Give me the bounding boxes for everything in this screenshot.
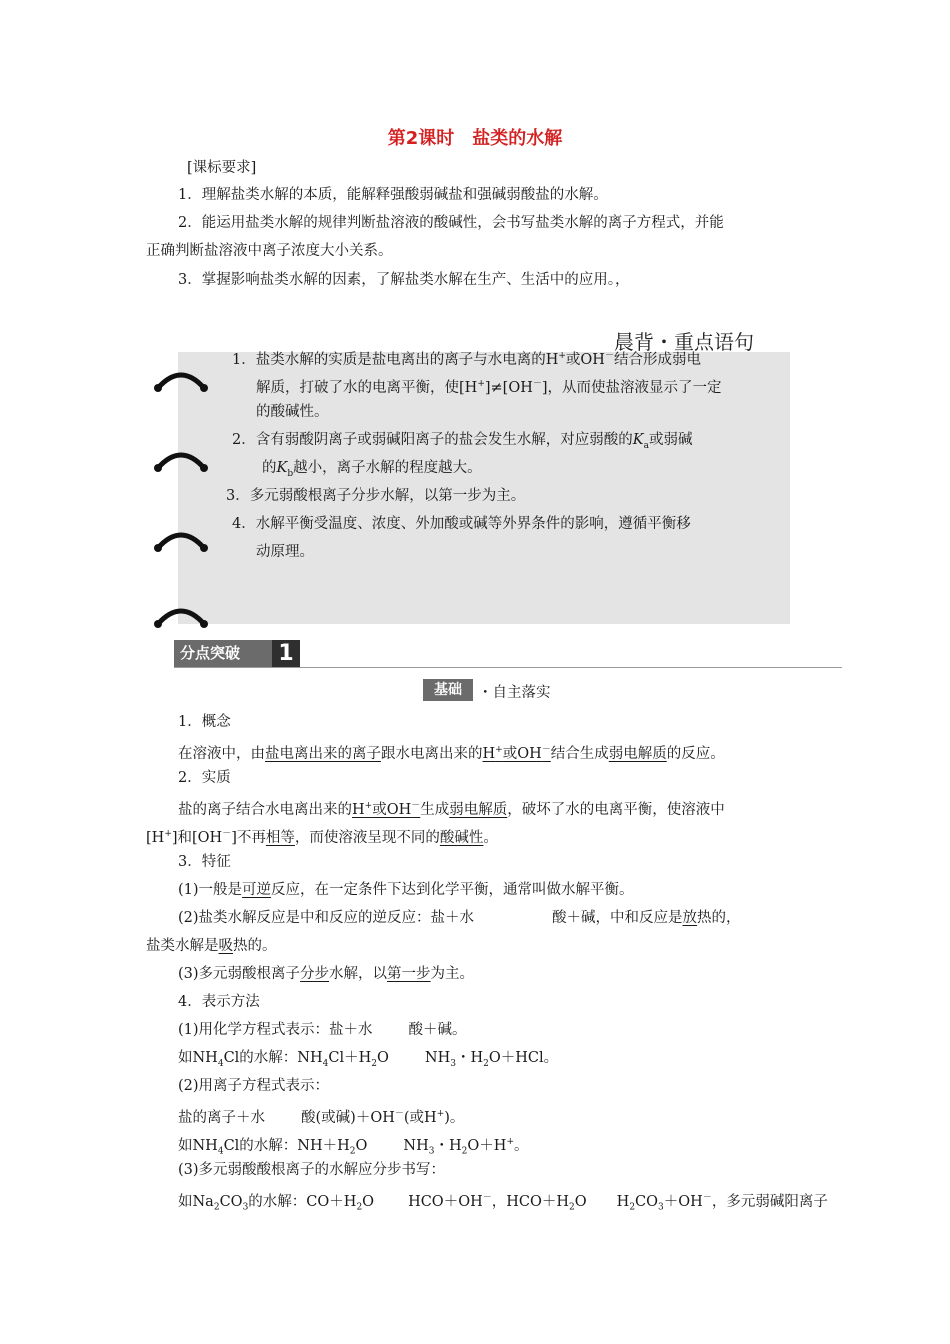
key-point-1-end: 的酸碱性。 — [256, 404, 329, 420]
s3-item-2-cont: 盐类水解是吸热的。 — [146, 938, 277, 954]
s3-item-1: (1)一般是可逆反应，在一定条件下达到化学平衡，通常叫做水解平衡。 — [178, 882, 634, 898]
binder-ring-icon — [152, 600, 210, 630]
binder-ring-icon — [152, 524, 210, 554]
s3-heading: 3．特征 — [178, 854, 231, 870]
s4-example-3: 如$Na_2CO_3$的水解：$CO+H_2O$ HCO＋OH－，$HCO+H_2O$ $H_2CO_3+OH^-$，多元弱碱阳离子 — [178, 1193, 828, 1213]
standards-item-2: 2．能运用盐类水解的规律判断盐溶液的酸碱性，会书写盐类水解的离子方程式，并能 — [178, 215, 724, 231]
standards-item-1: 1．理解盐类水解的本质，能解释强酸弱碱盐和强碱弱酸盐的水解。 — [178, 187, 608, 203]
standards-label: [课标要求] — [187, 160, 257, 176]
key-point-2: 2．含有弱酸阴离子或弱碱阳离子的盐会发生水解，对应弱酸的$K_a$或弱碱 — [232, 432, 693, 451]
s3-item-3: (3)多元弱酸根离子分步水解，以第一步为主。 — [178, 966, 475, 982]
s4-example-2: 如$NH_4Cl$的水解：$NH+H_2O$ $NH_3$・$H_2O+H^+$。 — [178, 1137, 529, 1157]
s4-example-1: 如$NH_4Cl$的水解：$NH_4Cl+H_2O$ $NH_3$・$H_2O+HCl$。 — [178, 1050, 559, 1069]
binder-ring-icon — [152, 364, 210, 394]
key-point-3: 3．多元弱酸根离子分步水解，以第一步为主。 — [226, 488, 526, 504]
s1-heading: 1．概念 — [178, 714, 231, 730]
standards-item-3: 3．掌握影响盐类水解的因素，了解盐类水解在生产、生活中的应用。， — [178, 272, 630, 288]
page-title: 第2课时 盐类的水解 — [387, 128, 563, 149]
key-point-2-cont: 的$K_b$越小，离子水解的程度越大。 — [262, 460, 482, 479]
s2-text: 盐的离子结合水电离出来的H+或OH－生成弱电解质，破坏了水的电离平衡，使溶液中 — [178, 801, 725, 818]
section-tag-number: 1 — [272, 640, 300, 667]
s4-item-2-formula: 盐的离子＋水 酸(或碱)＋OH－(或H+)。 — [178, 1109, 465, 1126]
section-tag: 分点突破 1 — [174, 640, 300, 667]
key-point-1-cont: 解质，打破了水的电离平衡，使[H+]≠[OH－]，从而使盐溶液显示了一定 — [256, 379, 722, 396]
s4-heading: 4．表示方法 — [178, 994, 260, 1010]
standards-item-2-cont: 正确判断盐溶液中离子浓度大小关系。 — [146, 243, 393, 259]
key-point-1: 1．盐类水解的实质是盐电离出的离子与水电离的H+或OH－结合形成弱电 — [232, 351, 701, 368]
s4-item-1: (1)用化学方程式表示：盐＋水 酸＋碱。 — [178, 1022, 467, 1038]
s2-heading: 2．实质 — [178, 770, 231, 786]
binder-ring-icon — [152, 444, 210, 474]
key-point-4: 4．水解平衡受温度、浓度、外加酸或碱等外界条件的影响，遵循平衡移 — [232, 516, 691, 532]
s4-item-3: (3)多元弱酸酸根离子的水解应分步书写： — [178, 1162, 446, 1178]
key-points-heading: 晨背・重点语句 — [614, 330, 754, 354]
section-divider — [174, 667, 842, 668]
s4-item-2: (2)用离子方程式表示： — [178, 1078, 330, 1094]
key-point-4-cont: 动原理。 — [256, 544, 314, 560]
base-subtitle: ・自主落实 — [478, 685, 551, 701]
s3-item-2: (2)盐类水解反应是中和反应的逆反应：盐＋水 酸＋碱，中和反应是放热的， — [178, 910, 741, 926]
base-badge: 基础 — [423, 679, 473, 701]
s1-text: 在溶液中，由盐电离出来的离子跟水电离出来的H+或OH－结合生成弱电解质的反应。 — [178, 745, 725, 762]
s2-text-cont: [H+]和[OH－]不再相等，而使溶液呈现不同的酸碱性。 — [146, 829, 498, 846]
